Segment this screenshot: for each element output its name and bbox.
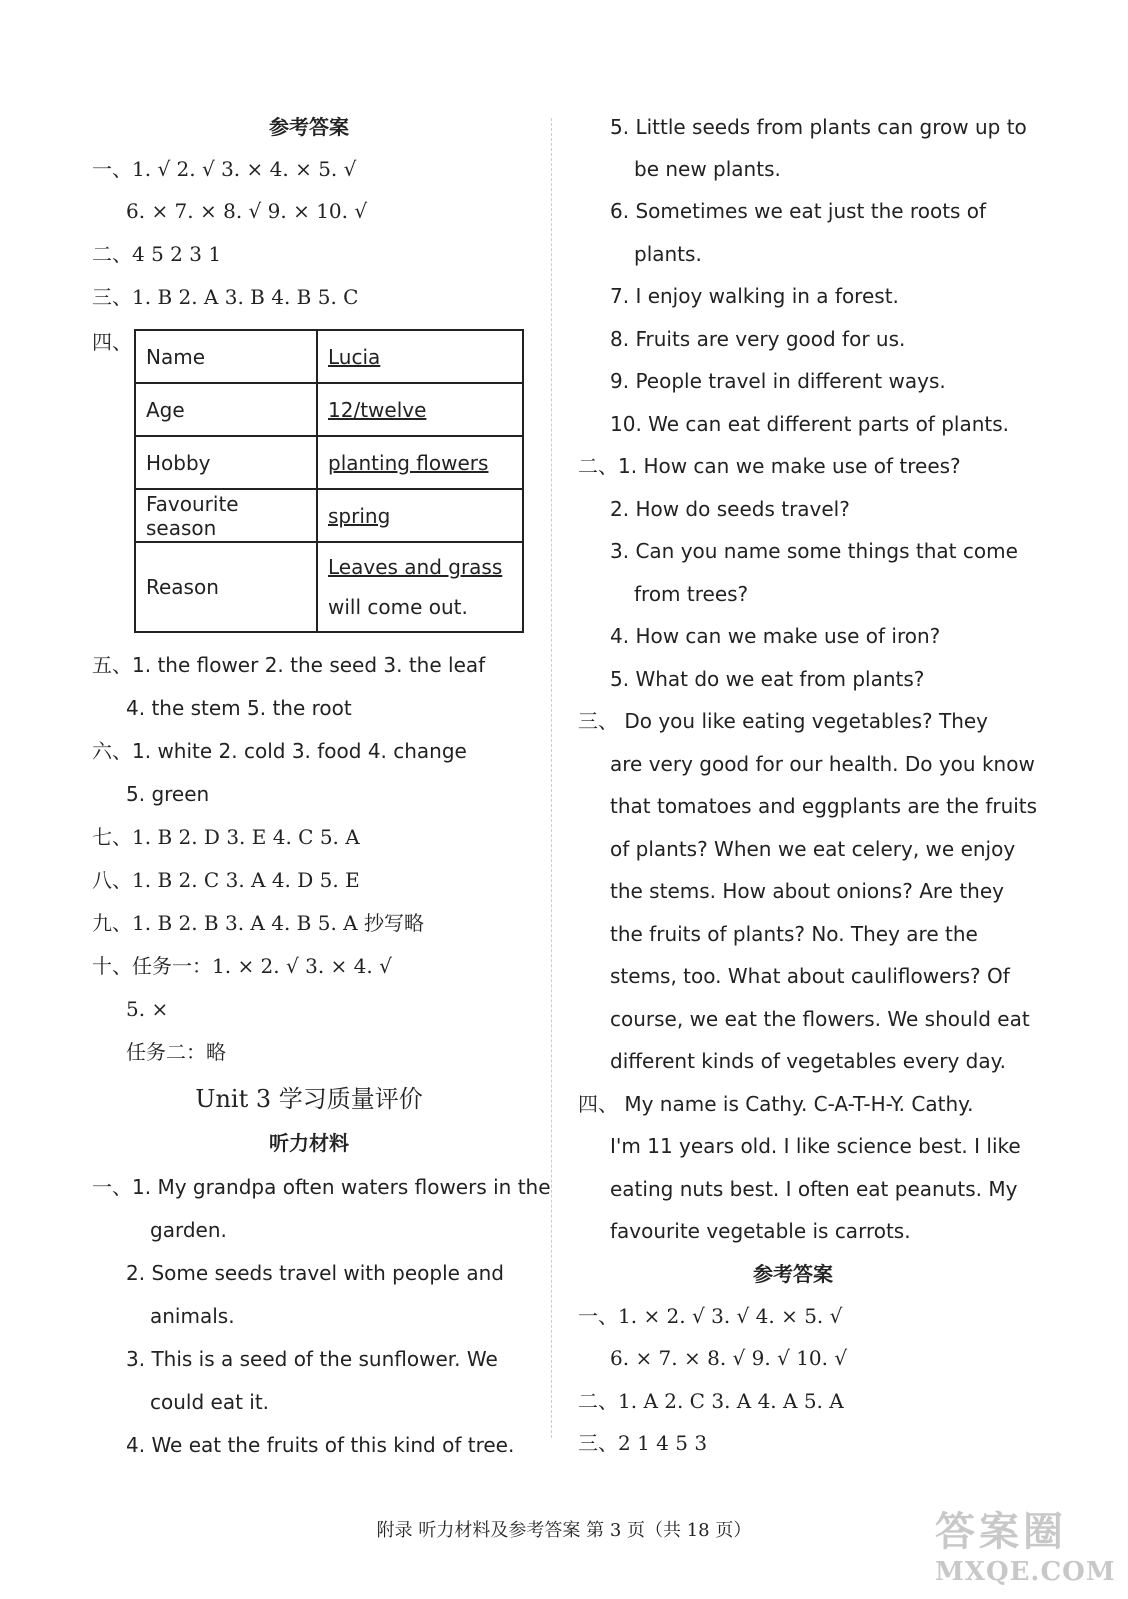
listening-line: animals.: [150, 1304, 235, 1328]
table-key: Reason: [135, 542, 317, 632]
table-row: [135, 489, 523, 542]
listening-line: 8. Fruits are very good for us.: [610, 327, 906, 351]
table-value: Leaves and grass will come out.: [317, 542, 523, 632]
answer-line: 二、1. A 2. C 3. A 4. A 5. A: [578, 1389, 844, 1413]
listening-line: 2. How do seeds travel?: [610, 497, 850, 521]
passage-line: different kinds of vegetables every day.: [610, 1049, 1006, 1073]
listening-line: 二、1. How can we make use of trees?: [578, 454, 961, 478]
passage-line: stems, too. What about cauliflowers? Of: [610, 964, 1010, 988]
listening-line: 7. I enjoy walking in a forest.: [610, 284, 899, 308]
listening-line: 3. This is a seed of the sunflower. We: [126, 1347, 498, 1371]
answer-line: 6. × 7. × 8. √ 9. √ 10. √: [610, 1346, 848, 1370]
watermark-logo: 答案圈 MXQE.COM: [935, 1508, 1116, 1587]
answer-line: 5. green: [126, 782, 210, 806]
listening-line: 9. People travel in different ways.: [610, 369, 946, 393]
table-value: Lucia: [317, 330, 523, 383]
answer-line: 九、1. B 2. B 3. A 4. B 5. A 抄写略: [92, 911, 424, 935]
listening-line: could eat it.: [150, 1390, 270, 1414]
answer-heading-1: 参考答案: [269, 115, 349, 139]
listening-line: 4. How can we make use of iron?: [610, 624, 941, 648]
listening-line: 5. What do we eat from plants?: [610, 667, 925, 691]
passage-line: are very good for our health. Do you know: [610, 752, 1035, 776]
answer-line: 5. ×: [126, 997, 169, 1021]
answer-line: 七、1. B 2. D 3. E 4. C 5. A: [92, 825, 360, 849]
page-footer: 附录 听力材料及参考答案 第 3 页（共 18 页）: [376, 1520, 752, 1541]
answer-line: 五、1. the flower 2. the seed 3. the leaf: [92, 653, 486, 677]
unit-title: Unit 3 学习质量评价: [195, 1085, 423, 1113]
answer-line: 三、1. B 2. A 3. B 4. B 5. C: [92, 285, 359, 309]
passage-line: of plants? When we eat celery, we enjoy: [610, 837, 1016, 861]
listening-line: 6. Sometimes we eat just the roots of: [610, 199, 987, 223]
table-key: Hobby: [135, 436, 317, 489]
listening-line: from trees?: [634, 582, 749, 606]
listening-heading: 听力材料: [269, 1131, 349, 1155]
passage-line: that tomatoes and eggplants are the fruits: [610, 794, 1038, 818]
passage-line: favourite vegetable is carrots.: [610, 1219, 911, 1243]
answer-line: 6. × 7. × 8. √ 9. × 10. √: [126, 199, 368, 223]
table-value: 12/twelve: [317, 383, 523, 436]
listening-line: 2. Some seeds travel with people and: [126, 1261, 504, 1285]
answer-line: 一、1. √ 2. √ 3. × 4. × 5. √: [92, 157, 357, 181]
table-row: [135, 542, 523, 632]
table-row: [135, 436, 523, 489]
table-row: [135, 330, 523, 383]
answer-line: 任务二：略: [126, 1040, 226, 1064]
answer-line: 八、1. B 2. C 3. A 4. D 5. E: [92, 868, 360, 892]
listening-line: plants.: [634, 242, 702, 266]
listening-line: 3. Can you name some things that come: [610, 539, 1018, 563]
column-divider: [551, 118, 553, 1438]
answer-line: 二、4 5 2 3 1: [92, 242, 222, 266]
answer-line: 四、: [92, 330, 132, 354]
listening-line: 5. Little seeds from plants can grow up to: [610, 115, 1027, 139]
passage-line: the fruits of plants? No. They are the: [610, 922, 978, 946]
answer-line: 一、1. × 2. √ 3. √ 4. × 5. √: [578, 1304, 843, 1328]
table-value: spring: [317, 489, 523, 542]
answer-line: 三、2 1 4 5 3: [578, 1431, 708, 1455]
table-value: planting flowers: [317, 436, 523, 489]
listening-line: garden.: [150, 1218, 227, 1242]
table-row: [135, 383, 523, 436]
listening-line: be new plants.: [634, 157, 781, 181]
listening-line: 一、1. My grandpa often waters flowers in the: [92, 1175, 551, 1199]
listening-line: 10. We can eat different parts of plants.: [610, 412, 1010, 436]
passage-line: eating nuts best. I often eat peanuts. My: [610, 1177, 1018, 1201]
passage-line: I'm 11 years old. I like science best. I like: [610, 1134, 1021, 1158]
listening-line: 4. We eat the fruits of this kind of tree.: [126, 1433, 515, 1457]
table-key: Age: [135, 383, 317, 436]
passage-line: 四、 My name is Cathy. C-A-T-H-Y. Cathy.: [578, 1092, 974, 1116]
passage-line: course, we eat the flowers. We should eat: [610, 1007, 1030, 1031]
passage-line: 三、 Do you like eating vegetables? They: [578, 709, 989, 733]
answer-line: 六、1. white 2. cold 3. food 4. change: [92, 739, 467, 763]
passage-line: the stems. How about onions? Are they: [610, 879, 1004, 903]
answer-line: 4. the stem 5. the root: [126, 696, 352, 720]
table-key: Name: [135, 330, 317, 383]
answer-line: 十、任务一：1. × 2. √ 3. × 4. √: [92, 954, 392, 978]
table-key: Favourite season: [135, 489, 317, 542]
answer-heading-2: 参考答案: [753, 1262, 833, 1286]
info-table: [134, 329, 524, 633]
